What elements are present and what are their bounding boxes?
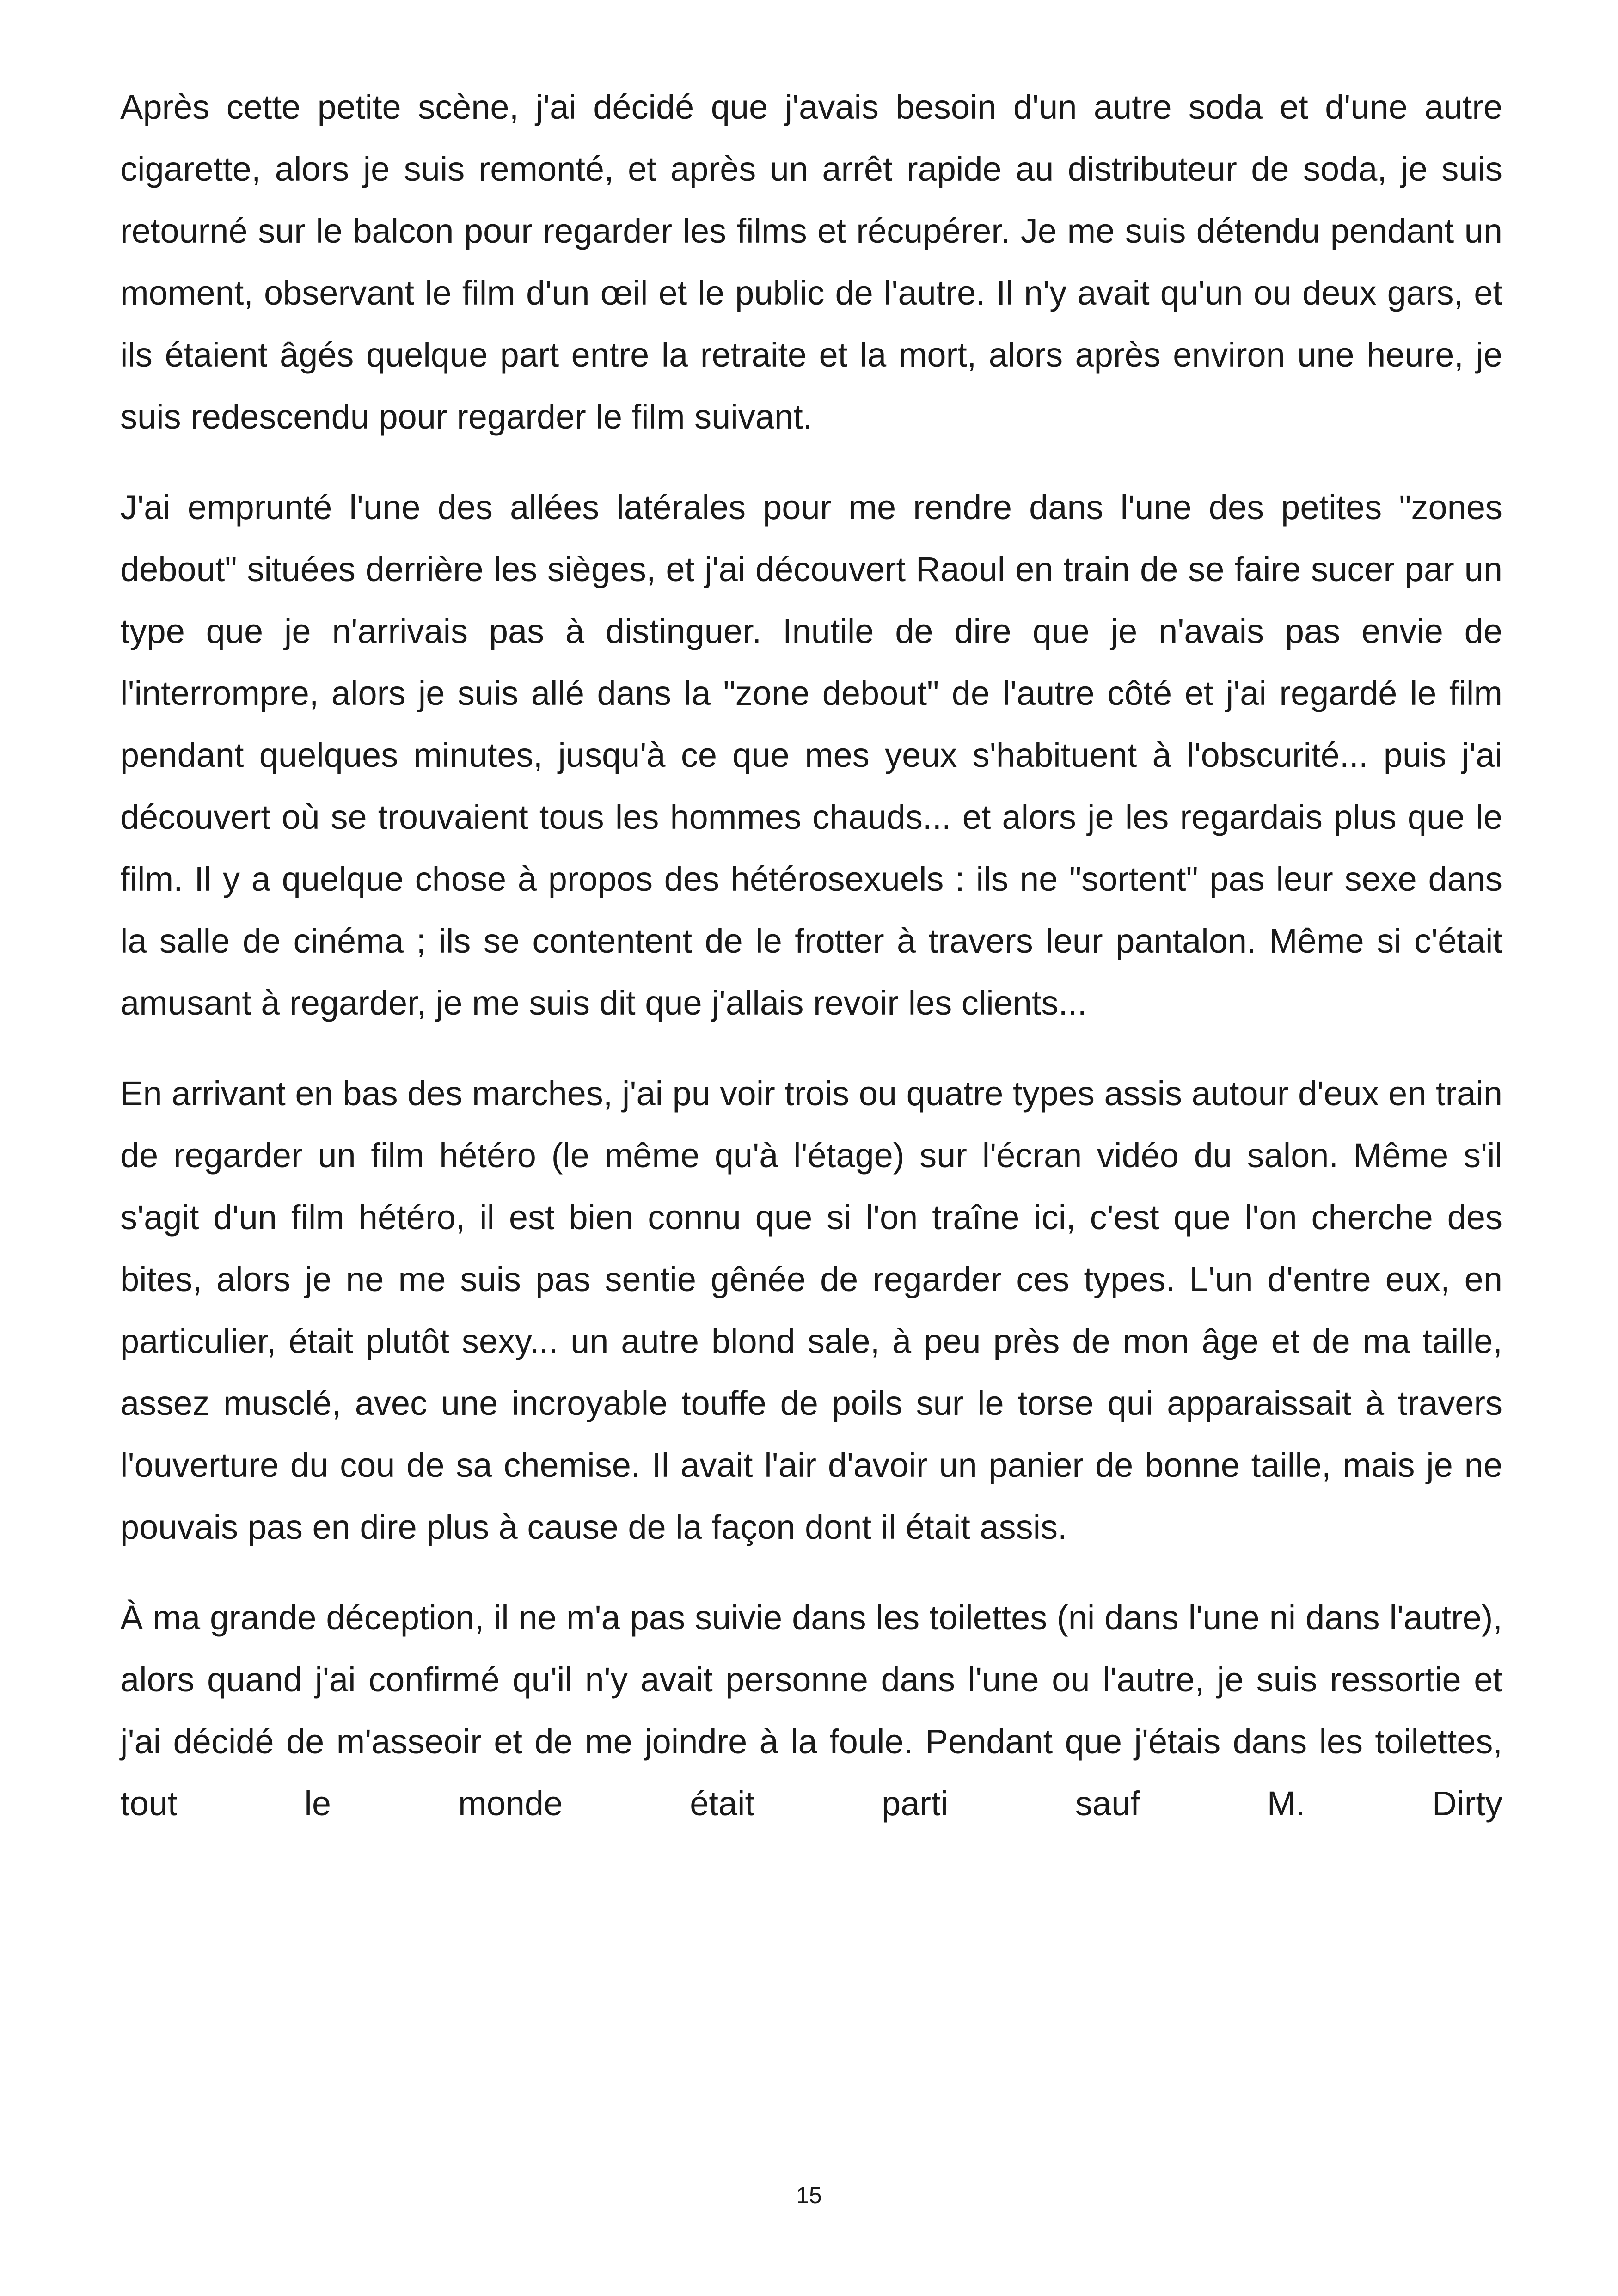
paragraph-2: J'ai emprunté l'une des allées latérales pour me rendre dans l'une des petites "zones debout" situées derrière les sièges, et j'ai découvert Raoul en train de se faire sucer par un type que je n'arrivais pas à distinguer. Inutile de dire que je n'avais pas envie de l'interrompre, alors je suis allé dans la "zone debout" de l'autre côté et j'ai regardé le film pendant quelques minutes, jusqu'à ce que mes yeux s'habituent à l'obscurité... puis j'ai découvert où se trouvaient tous les hommes chauds... et alors je les regardais plus que le film. Il y a quelque chose à propos des hétérosexuels : ils ne "sortent" pas leur sexe dans la salle de cinéma ; ils se contentent de le frotter à travers leur pantalon. Même si c'était amusant à regarder, je me suis dit que j'allais revoir les clients... <box>120 488 1502 1022</box>
paragraph-1: Après cette petite scène, j'ai décidé que j'avais besoin d'un autre soda et d'une autre cigarette, alors je suis remonté, et après un arrêt rapide au distributeur de soda, je suis retourné sur le balcon pour regarder les films et récupérer. Je me suis détendu pendant un moment, observant le film d'un œil et le public de l'autre. Il n'y avait qu'un ou deux gars, et ils étaient âgés quelque part entre la retraite et la mort, alors après environ une heure, je suis redescendu pour regarder le film suivant. <box>120 88 1502 436</box>
paragraph-3: En arrivant en bas des marches, j'ai pu voir trois ou quatre types assis autour d'eux en train de regarder un film hétéro (le même qu'à l'étage) sur l'écran vidéo du salon. Même s'il s'agit d'un film hétéro, il est bien connu que si l'on traîne ici, c'est que l'on cherche des bites, alors je ne me suis pas sentie gênée de regarder ces types. L'un d'entre eux, en particulier, était plutôt sexy... un autre blond sale, à peu près de mon âge et de ma taille, assez musclé, avec une incroyable touffe de poils sur le torse qui apparaissait à travers l'ouverture du cou de sa chemise. Il avait l'air d'avoir un panier de bonne taille, mais je ne pouvais pas en dire plus à cause de la façon dont il était assis. <box>120 1074 1502 1546</box>
page-number: 15 <box>796 2182 822 2208</box>
paragraph-4: À ma grande déception, il ne m'a pas suivie dans les toilettes (ni dans l'une ni dans l'autre), alors quand j'ai confirmé qu'il n'y avait personne dans l'une ou l'autre, je suis ressortie et j'ai décidé de m'asseoir et de me joindre à la foule. Pendant que j'étais dans les toilettes, tout le monde était parti sauf M. Dirty <box>120 1598 1502 1823</box>
body-text <box>120 76 1502 1835</box>
